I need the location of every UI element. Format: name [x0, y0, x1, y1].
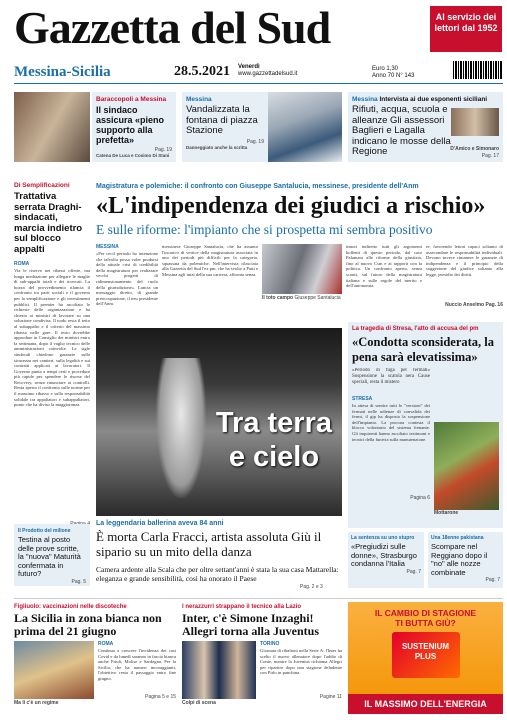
teaser-3-title: Rifiuti, acqua, scuola e alleanze Gli assessori Baglieri e Lagalla indicano le mosse della Regione — [352, 104, 451, 157]
left-sidebar[interactable] — [14, 524, 90, 586]
teaser-3[interactable] — [348, 92, 503, 162]
teaser-3-kicker: Messina — [352, 96, 378, 103]
right-page: Pagina 6 — [410, 495, 430, 501]
newspaper-title: Gazzetta del Sud — [14, 2, 331, 53]
right-headline: «Condotta sconsiderata, la pena sarà elevatissima» — [352, 335, 495, 364]
right-photo — [434, 422, 499, 510]
issue-number: Anno 70 N° 143 — [372, 73, 415, 79]
teaser-2-title: Vandalizzata la fontana di piazza Stazione — [186, 104, 258, 136]
website: www.gazzettadelsud.it — [238, 71, 298, 77]
bottom-1-kicker: Figliuolo: vaccinazioni nelle discoteche — [14, 604, 127, 610]
lead-photo-caption-row: Il toto campo Giuseppe Santalucia — [262, 295, 341, 301]
feature-photo — [96, 328, 342, 516]
bottom-1-text-col: ROMA Continua a crescere l'incidenza dei casi Covid e da lunedì saranno in fascia bianca anche Friuli, Molise e Sardegna. Per la Sicilia, che ha numeri incoraggianti, l'obiettivo resta il passaggio entro fine giugno. Pagina 5 e 15 — [98, 641, 176, 700]
lead-kicker: Magistratura e polemiche: il confronto con Giuseppe Santalucia, messinese, presidente dell'Anm — [96, 183, 419, 190]
feature-photo-text-2: e cielo — [228, 441, 320, 473]
lead-photo — [262, 244, 342, 302]
mini-box-2[interactable] — [428, 532, 503, 588]
lead-subhead: E sulle riforme: l'impianto che si prospetta mi sembra positivo — [96, 222, 433, 237]
top-rule — [14, 83, 503, 84]
bottom-2-photo — [182, 641, 256, 699]
mini-box-1[interactable] — [348, 532, 424, 588]
left-column — [14, 182, 90, 527]
teaser-photo-1 — [14, 92, 90, 162]
teaser-1[interactable] — [92, 92, 176, 162]
lead-headline: «L'indipendenza dei giudici a rischio» — [96, 193, 486, 219]
teaser-photo-2 — [268, 92, 342, 162]
bottom-2-title: Inter, c'è Simone Inzaghi! Allegri torna alla Juventus — [182, 611, 319, 638]
mini-2-page: Pag. 7 — [485, 577, 500, 583]
issue-date: 28.5.2021 — [174, 64, 230, 79]
lead-photo-caption: Il toto campo — [262, 295, 294, 301]
mini-1-page: Pag. 7 — [406, 568, 421, 575]
edition-label: Messina-Sicilia — [14, 64, 111, 80]
weekday-block — [238, 64, 297, 78]
weekday: Venerdì — [238, 64, 260, 70]
lead-page: Pag. 16 — [485, 302, 503, 308]
ad-line1: IL CAMBIO DI STAGIONE — [374, 608, 477, 618]
teaser-2-page: Pag. 19 — [246, 138, 264, 145]
feature-headline: È morta Carla Fracci, artista assoluta Giù il sipario su un mito della danza — [96, 529, 322, 559]
right-story[interactable] — [348, 322, 503, 528]
bottom-2[interactable] — [182, 604, 342, 706]
advertisement[interactable] — [348, 602, 503, 714]
ad-line2: TI BUTTA GIÙ? — [395, 618, 456, 628]
bottom-2-text-col: TORINO Giornata di ribaltoni nella Serie A: l'Inter ha scelto il nuovo allenatore dopo l'addio di Conte, mentre la Juventus richiama Allegri per ripartire dopo una stagione deludente con Pirlo in panchina. Pagine 11 — [260, 641, 342, 700]
lead-author-row — [426, 302, 503, 308]
bottom-2-body — [182, 641, 342, 700]
mini-2-kicker: Una 18enne pakistana — [431, 535, 484, 541]
lead-col-3: timori indiretto tutti gli argomenti bollenti di questo periodo, dal caso Palamara alle riforme della giustizia, fino al nuovo Csm e ai rapporti con la politica. Un confronto aperto, senza sconti, sul futuro della magistratura italiana e sulle regole del merito e dell'autonomia. — [346, 244, 422, 289]
right-photo-caption: Mottarone — [434, 510, 459, 516]
feature-photo-text-1: Tra terra — [215, 407, 332, 439]
promo-badge: Al servizio dei lettori dal 1952 — [430, 6, 502, 52]
teaser-1-kicker: Baraccopoli a Messina — [96, 96, 167, 103]
right-text-col: «Periodo di fuga per fermati» Sospensione la scatola nera Cause speciali, resta il mistero STRESA In attesa di sentire tutti le "versioni" dei fermati nelle udienze di convalida dei fermi, il gip ha disposto la sospensione dell'impianto. La procura contesta il blocco volontario del sistema frenante. Gli inquirenti hanno ascoltato testimoni e tecnici della funivia sulla manutenzione. Pagina 6 — [352, 368, 430, 501]
bottom-1-photo — [14, 641, 94, 699]
left-sidebar-kicker: Il Prodotto del milione — [18, 528, 71, 534]
bottom-1[interactable] — [14, 604, 176, 706]
dancer-figure — [156, 358, 206, 498]
teaser-3-kicker-row — [352, 96, 499, 103]
bottom-1-caption: Ma li c'è un regime — [14, 700, 59, 706]
left-kicker: Di Semplificazioni — [14, 182, 70, 189]
teaser-1-title: Il sindaco assicura «pieno supporto alla prefetta» — [96, 105, 165, 145]
ad-product: SUSTENIUM PLUS — [392, 632, 460, 678]
teaser-2[interactable] — [182, 92, 268, 162]
mini-2-title: Scompare nel Reggiano dopo il "no" alle nozze combinate — [431, 542, 488, 577]
price-block — [372, 66, 414, 80]
feature-body: Camera ardente alla Scala che per oltre settant'anni è stata la sua casa Mattarella: eleganza e grande sensibilità, così ha onorato il Paese — [96, 565, 339, 583]
bottom-1-title: La Sicilia in zona bianca non prima del 21 giugno — [14, 611, 162, 638]
feature-photo-text — [216, 406, 332, 474]
left-section: ROMA — [14, 261, 30, 267]
feature-page: Pag. 2 e 3 — [300, 584, 323, 590]
right-section: STRESA — [352, 396, 373, 402]
bottom-2-page: Pagine 11 — [319, 694, 342, 700]
teaser-3-photo — [451, 108, 499, 136]
bottom-2-kicker: I nerazzurri strappano il tecnico alla Lazio — [182, 604, 302, 610]
left-sidebar-title: Testina al posto delle prove scritte, la "nuova" Maturità confermata in futuro? — [18, 535, 81, 578]
bottom-2-caption: Colpi di scena — [182, 700, 216, 706]
teaser-3-note: D'Amico e Simonaro — [450, 146, 499, 152]
right-story-body — [352, 368, 499, 516]
barcode — [453, 61, 503, 79]
mini-1-kicker: La sentenza su uno stupro — [351, 535, 415, 541]
teaser-2-kicker: Messina — [186, 96, 212, 103]
right-quote: «Periodo di fuga per fermati» Sospensione la scatola nera Cause speciali, resta il mistero — [352, 368, 430, 385]
feature-kicker: La leggendaria ballerina aveva 84 anni — [96, 520, 224, 527]
right-photo-col — [434, 422, 499, 516]
mini-1-title: «Pregiudizi sulle donne», Strasburgo condanna l'Italia — [351, 542, 417, 568]
lead-col-2: messinese Giuseppe Santalucia, che ha assunto l'incarico di vertice della magistratura associata in uno dei periodi più difficili per la categoria, squassata da polemiche. Nell'intervista rilasciata alla Gazzetta del Sud l'ex pm, che ha svolto a Patti e Messina agli inizi della sua carriera, affronta senza. — [162, 244, 258, 277]
bottom-2-section: TORINO — [260, 641, 280, 647]
lead-section: MESSINA — [96, 244, 119, 250]
lead-col-4: re, favorendo lettori capaci soltanto di assecondare le responsabilità individuali. Devono invece rimanere le garanzie di indipendenza e il principio della soggezione del giudice soltanto alla legge, presidio dei diritti. Nuccio Anselmo Pag. 16 — [426, 244, 503, 308]
bottom-1-body — [14, 641, 176, 700]
lead-author: Nuccio Anselmo — [445, 302, 485, 308]
left-title: Trattativa serrata Draghi-sindacati, marcia indietro sul blocco appalti — [14, 191, 83, 255]
bottom-rule — [14, 598, 503, 599]
price: Euro 1,30 — [372, 66, 399, 72]
left-body: Via le riserve nei ribassi offerte, ma lunga mediazione per allegare le maglie di sub-appalti totali e dei ricercati. La bozza del provvedimento rilancia il confronto tra parti sociali e il governo per la semplificazione e gli investimenti pubblici. Il premier ha ascoltato le richieste delle organizzazioni e ha chiesto ai ministri di lavorare su una soluzione condivisa. Il nodo resta il tetto al subappalto e il criterio del massimo ribasso nelle gare. Il testo dovrebbe approdare in Consiglio dei ministri entro la settimana, dopo il vaglio tecnico delle amministrazioni coinvolte. Le sigle sindacali chiedono garanzie sulla sicurezza nei cantieri, sulla legalità e sui contratti applicati ai lavoratori. Il Governo punta a tempi certi e procedure più rapide per spendere le risorse del Recovery, senza rinunciare ai controlli. Resta aperto il confronto sulle norme per il massimo ribasso e sulla responsabilità solidale tra appaltatori e subappaltatori, punto che ha diviso la maggioranza. — [14, 268, 90, 408]
teaser-2-note: Danneggiato anche la scritta — [186, 144, 248, 150]
teaser-1-note: Catena De Luca e Cosimo Di Stani — [96, 153, 170, 158]
teaser-3-page: Pag. 17 — [481, 153, 499, 159]
bottom-1-section: ROMA — [98, 641, 114, 647]
teaser-3-kicker2: Intervista ai due esponenti siciliani — [379, 96, 488, 103]
left-sidebar-page: Pag. 5 — [71, 578, 86, 585]
bottom-1-page: Pagina 5 e 15 — [145, 694, 176, 700]
ad-footer: IL MASSIMO DELL'ENERGIA — [348, 694, 503, 714]
right-kicker: La tragedia di Stresa, l'atto di accusa del pm — [352, 326, 479, 332]
teaser-1-page: Pag. 19 — [154, 147, 172, 153]
lead-col-1: MESSINA «Per cecil periodo ho intenzione che talvolta possa voler prodursi della attuale crisi di credibilità della magistratura per realizzare vecchi progetti di ridimensionamento del ruolo della giurisdizione». Lancia un messaggio diretto, di grande preoccupazione, il neo presidente dell'Anm. — [96, 244, 158, 307]
